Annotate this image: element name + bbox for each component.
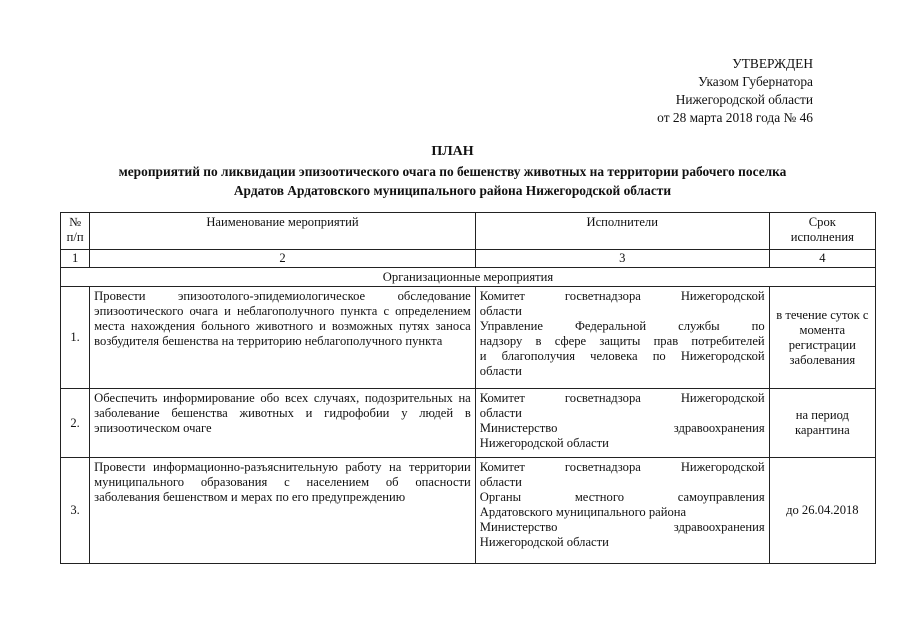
table-row bbox=[61, 287, 876, 389]
executor-line: области bbox=[479, 406, 522, 420]
header-term-line2: исполнения bbox=[790, 230, 854, 244]
plan-table bbox=[60, 212, 876, 564]
executors-cell bbox=[475, 389, 769, 458]
executor-line: Министерство здравоохранения bbox=[479, 421, 765, 435]
plan-subtitle-line2: Ардатов Ардатовского муниципального района Нижегородской области bbox=[233, 183, 672, 198]
activity-name: Провести информационно-разъяснительную работу на территории муниципального образования с населением об опасности заболевания бешенством и мерах по его предупреждению bbox=[90, 458, 476, 564]
executor-line: Ардатовского муниципального района bbox=[479, 505, 687, 519]
header-term-line1: Срок bbox=[808, 215, 836, 229]
column-numbers-row bbox=[61, 250, 876, 268]
section-row bbox=[61, 268, 876, 287]
term-cell: до 26.04.2018 bbox=[769, 458, 875, 564]
table-row bbox=[61, 389, 876, 458]
activity-name: Провести эпизоотолого-эпидемиологическое обследование эпизоотического очага и неблагополучного пункта с определением места нахождения больного животного и возможных путях заноса возбудителя бешенства на территорию неблагополучного пункта bbox=[90, 287, 476, 389]
approval-line: Указом Губернатора bbox=[698, 74, 813, 89]
approval-stamp bbox=[657, 55, 813, 127]
approval-line: Нижегородской области bbox=[675, 92, 813, 107]
executor-line: Комитет госветнадзора Нижегородской bbox=[479, 391, 765, 405]
header-num bbox=[61, 213, 90, 250]
executor-line: Комитет госветнадзора Нижегородской bbox=[479, 460, 765, 474]
executor-line: Органы местного самоуправления bbox=[479, 490, 765, 504]
term-cell: в течение суток с момента регистрации заболевания bbox=[769, 287, 875, 389]
executor-line: и благополучия человека по Нижегородской bbox=[479, 349, 765, 363]
column-number: 1 bbox=[61, 250, 90, 268]
row-number: 1. bbox=[61, 287, 90, 389]
executor-line: Комитет госветнадзора Нижегородской bbox=[479, 289, 765, 303]
column-number: 4 bbox=[769, 250, 875, 268]
executor-line: Нижегородской области bbox=[479, 535, 609, 549]
executors-cell bbox=[475, 287, 769, 389]
header-num-line1: № bbox=[69, 215, 82, 229]
header-num-line2: п/п bbox=[66, 230, 84, 244]
executor-line: области bbox=[479, 475, 522, 489]
header-name: Наименование мероприятий bbox=[90, 213, 476, 250]
plan-subtitle-line1: мероприятий по ликвидации эпизоотического очага по бешенству животных на территории рабочего поселка bbox=[118, 164, 787, 179]
executor-line: области bbox=[479, 304, 522, 318]
document-title bbox=[0, 143, 905, 199]
column-number: 2 bbox=[90, 250, 476, 268]
executor-line: Министерство здравоохранения bbox=[479, 520, 765, 534]
plan-heading: ПЛАН bbox=[431, 144, 474, 159]
executor-line: Управление Федеральной службы по bbox=[479, 319, 765, 333]
header-executors: Исполнители bbox=[475, 213, 769, 250]
approval-line: УТВЕРЖДЕН bbox=[732, 56, 813, 71]
table-header-row bbox=[61, 213, 876, 250]
row-number: 3. bbox=[61, 458, 90, 564]
row-number: 2. bbox=[61, 389, 90, 458]
table-row bbox=[61, 458, 876, 564]
executor-line: Нижегородской области bbox=[479, 436, 609, 450]
header-term bbox=[769, 213, 875, 250]
section-title: Организационные мероприятия bbox=[61, 268, 876, 287]
approval-line: от 28 марта 2018 года № 46 bbox=[657, 110, 813, 125]
executor-line: надзору в сфере защиты прав потребителей bbox=[479, 334, 765, 348]
column-number: 3 bbox=[475, 250, 769, 268]
executor-line: области bbox=[479, 364, 522, 378]
activity-name: Обеспечить информирование обо всех случаях, подозрительных на заболевание бешенства животных и гидрофобии у людей в эпизоотическом очаге bbox=[90, 389, 476, 458]
term-cell: на период карантина bbox=[769, 389, 875, 458]
executors-cell bbox=[475, 458, 769, 564]
